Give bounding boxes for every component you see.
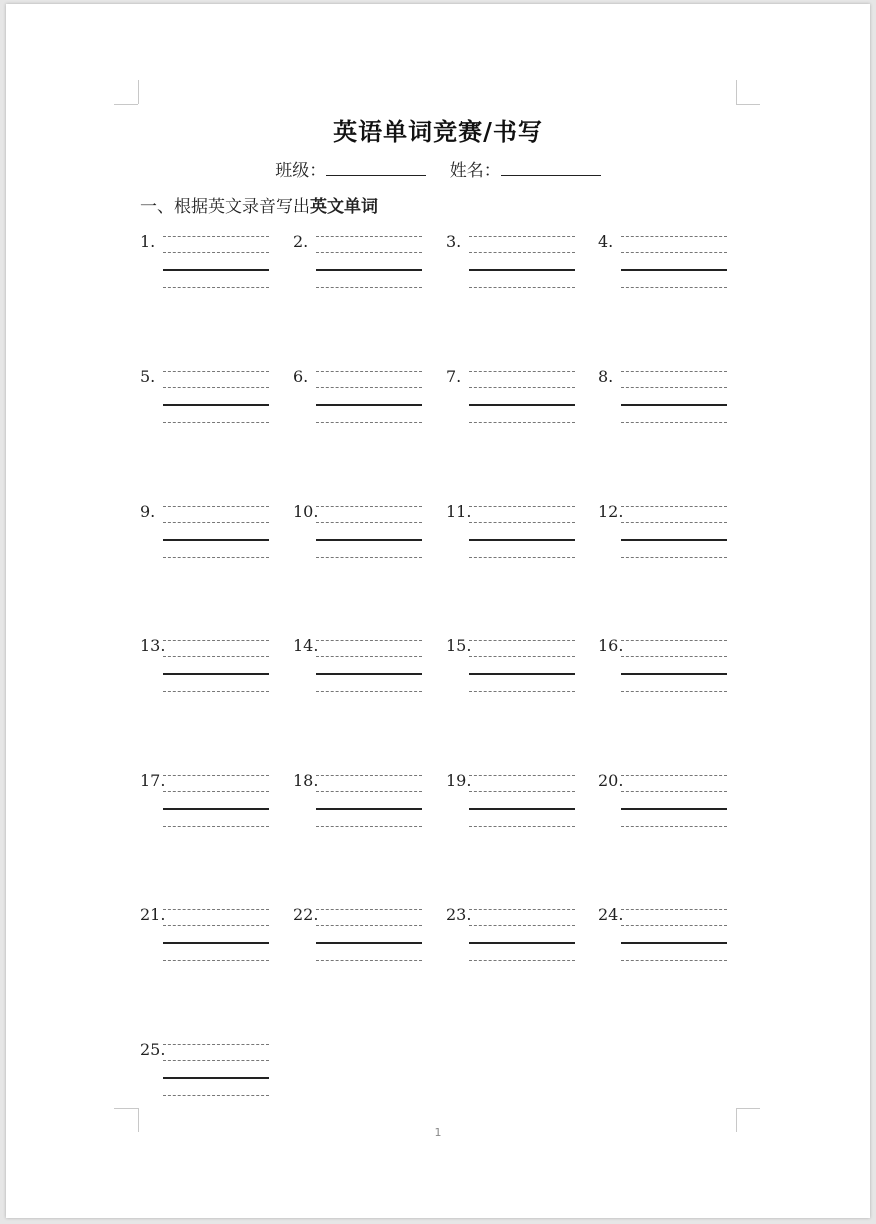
item-number: 17. <box>140 771 166 790</box>
writing-baseline <box>621 539 727 541</box>
name-label: 姓名： <box>449 161 501 181</box>
writing-baseline <box>163 1077 269 1079</box>
item-number: 25. <box>140 1040 166 1059</box>
item-number: 13. <box>140 636 166 655</box>
writing-guide-line <box>469 252 575 253</box>
writing-guide-line <box>163 557 269 558</box>
item-number: 8. <box>598 367 614 386</box>
item-number: 21. <box>140 905 166 924</box>
writing-guide-line <box>316 557 422 558</box>
writing-guide-line <box>316 909 422 910</box>
writing-guide-line <box>163 826 269 827</box>
writing-baseline <box>316 269 422 271</box>
writing-baseline <box>469 269 575 271</box>
writing-guide-line <box>621 640 727 641</box>
class-label: 班级： <box>275 161 327 181</box>
writing-item <box>140 905 280 961</box>
writing-guide-line <box>621 909 727 910</box>
writing-item <box>446 771 586 827</box>
item-number: 15. <box>446 636 472 655</box>
writing-guide-line <box>621 557 727 558</box>
item-number: 2. <box>293 232 309 251</box>
writing-guide-line <box>621 506 727 507</box>
writing-baseline <box>163 539 269 541</box>
item-number: 6. <box>293 367 309 386</box>
writing-item <box>446 905 586 961</box>
item-number: 7. <box>446 367 462 386</box>
item-number: 16. <box>598 636 624 655</box>
item-number: 1. <box>140 232 156 251</box>
writing-guide-line <box>621 287 727 288</box>
writing-guide-line <box>469 791 575 792</box>
writing-baseline <box>621 269 727 271</box>
writing-guide-line <box>163 387 269 388</box>
writing-guide-line <box>163 1060 269 1061</box>
writing-guide-line <box>163 422 269 423</box>
writing-guide-line <box>621 422 727 423</box>
writing-guide-line <box>316 371 422 372</box>
writing-item <box>598 502 738 558</box>
writing-guide-line <box>163 287 269 288</box>
writing-item <box>293 771 433 827</box>
writing-guide-line <box>621 826 727 827</box>
writing-guide-line <box>469 775 575 776</box>
item-number: 4. <box>598 232 614 251</box>
writing-item <box>140 502 280 558</box>
writing-item <box>293 232 433 288</box>
section-heading-text: 一、根据英文录音写出 <box>140 197 310 217</box>
writing-baseline <box>316 673 422 675</box>
writing-guide-line <box>316 522 422 523</box>
writing-guide-line <box>316 506 422 507</box>
writing-baseline <box>469 539 575 541</box>
writing-guide-line <box>469 422 575 423</box>
name-blank <box>501 159 601 176</box>
writing-baseline <box>163 404 269 406</box>
writing-guide-line <box>469 691 575 692</box>
writing-guide-line <box>316 775 422 776</box>
item-number: 23. <box>446 905 472 924</box>
class-blank <box>326 159 426 176</box>
writing-guide-line <box>469 557 575 558</box>
writing-baseline <box>621 673 727 675</box>
writing-guide-line <box>469 236 575 237</box>
writing-item <box>446 502 586 558</box>
writing-baseline <box>469 404 575 406</box>
writing-guide-line <box>469 522 575 523</box>
writing-guide-line <box>316 826 422 827</box>
writing-guide-line <box>163 691 269 692</box>
item-number: 24. <box>598 905 624 924</box>
writing-guide-line <box>163 656 269 657</box>
writing-baseline <box>163 808 269 810</box>
document-page <box>6 4 870 1218</box>
writing-guide-line <box>469 387 575 388</box>
writing-guide-line <box>621 960 727 961</box>
writing-guide-line <box>163 371 269 372</box>
writing-guide-line <box>469 826 575 827</box>
writing-guide-line <box>469 506 575 507</box>
writing-guide-line <box>316 387 422 388</box>
writing-guide-line <box>163 909 269 910</box>
writing-item <box>598 771 738 827</box>
writing-guide-line <box>316 925 422 926</box>
writing-baseline <box>316 942 422 944</box>
writing-item <box>598 232 738 288</box>
item-number: 22. <box>293 905 319 924</box>
writing-baseline <box>621 942 727 944</box>
item-number: 5. <box>140 367 156 386</box>
writing-baseline <box>469 942 575 944</box>
item-number: 14. <box>293 636 319 655</box>
item-number: 9. <box>140 502 156 521</box>
writing-guide-line <box>316 656 422 657</box>
writing-guide-line <box>163 775 269 776</box>
writing-item <box>293 367 433 423</box>
writing-item <box>446 232 586 288</box>
writing-guide-line <box>621 522 727 523</box>
writing-item <box>140 232 280 288</box>
writing-baseline <box>163 942 269 944</box>
writing-baseline <box>316 808 422 810</box>
writing-item <box>140 1040 280 1096</box>
writing-guide-line <box>163 252 269 253</box>
writing-item <box>140 636 280 692</box>
writing-guide-line <box>621 656 727 657</box>
writing-item <box>140 771 280 827</box>
writing-guide-line <box>163 1044 269 1045</box>
writing-guide-line <box>621 775 727 776</box>
writing-guide-line <box>163 640 269 641</box>
writing-guide-line <box>621 691 727 692</box>
student-info-line <box>6 156 870 181</box>
writing-guide-line <box>621 371 727 372</box>
writing-guide-line <box>316 422 422 423</box>
writing-guide-line <box>316 791 422 792</box>
writing-guide-line <box>163 1095 269 1096</box>
writing-guide-line <box>621 925 727 926</box>
writing-baseline <box>163 673 269 675</box>
writing-item <box>293 905 433 961</box>
writing-guide-line <box>469 960 575 961</box>
writing-guide-line <box>469 656 575 657</box>
writing-guide-line <box>469 909 575 910</box>
writing-guide-line <box>316 640 422 641</box>
writing-baseline <box>163 269 269 271</box>
writing-guide-line <box>163 506 269 507</box>
section-heading-bold: 英文单词 <box>310 197 378 217</box>
item-number: 10. <box>293 502 319 521</box>
section-heading <box>140 192 378 217</box>
writing-baseline <box>469 673 575 675</box>
writing-baseline <box>316 539 422 541</box>
writing-item <box>598 905 738 961</box>
writing-baseline <box>621 404 727 406</box>
writing-guide-line <box>316 691 422 692</box>
writing-guide-line <box>621 236 727 237</box>
writing-guide-line <box>163 791 269 792</box>
writing-item <box>446 367 586 423</box>
page-number: 1 <box>434 1126 442 1139</box>
writing-guide-line <box>621 791 727 792</box>
writing-guide-line <box>469 287 575 288</box>
item-number: 20. <box>598 771 624 790</box>
writing-guide-line <box>163 236 269 237</box>
writing-guide-line <box>469 925 575 926</box>
writing-item <box>293 502 433 558</box>
writing-baseline <box>621 808 727 810</box>
writing-item <box>140 367 280 423</box>
writing-item <box>293 636 433 692</box>
writing-guide-line <box>163 522 269 523</box>
writing-guide-line <box>621 387 727 388</box>
writing-baseline <box>316 404 422 406</box>
writing-item <box>446 636 586 692</box>
writing-guide-line <box>316 236 422 237</box>
item-number: 11. <box>446 502 472 521</box>
item-number: 18. <box>293 771 319 790</box>
item-number: 19. <box>446 771 472 790</box>
page-title: 英语单词竞赛/书写 <box>333 117 543 146</box>
item-number: 3. <box>446 232 462 251</box>
writing-item <box>598 367 738 423</box>
writing-guide-line <box>316 287 422 288</box>
writing-guide-line <box>163 925 269 926</box>
writing-guide-line <box>316 252 422 253</box>
writing-guide-line <box>621 252 727 253</box>
writing-item <box>598 636 738 692</box>
writing-guide-line <box>469 640 575 641</box>
writing-guide-line <box>163 960 269 961</box>
writing-baseline <box>469 808 575 810</box>
writing-guide-line <box>316 960 422 961</box>
writing-guide-line <box>469 371 575 372</box>
item-number: 12. <box>598 502 624 521</box>
